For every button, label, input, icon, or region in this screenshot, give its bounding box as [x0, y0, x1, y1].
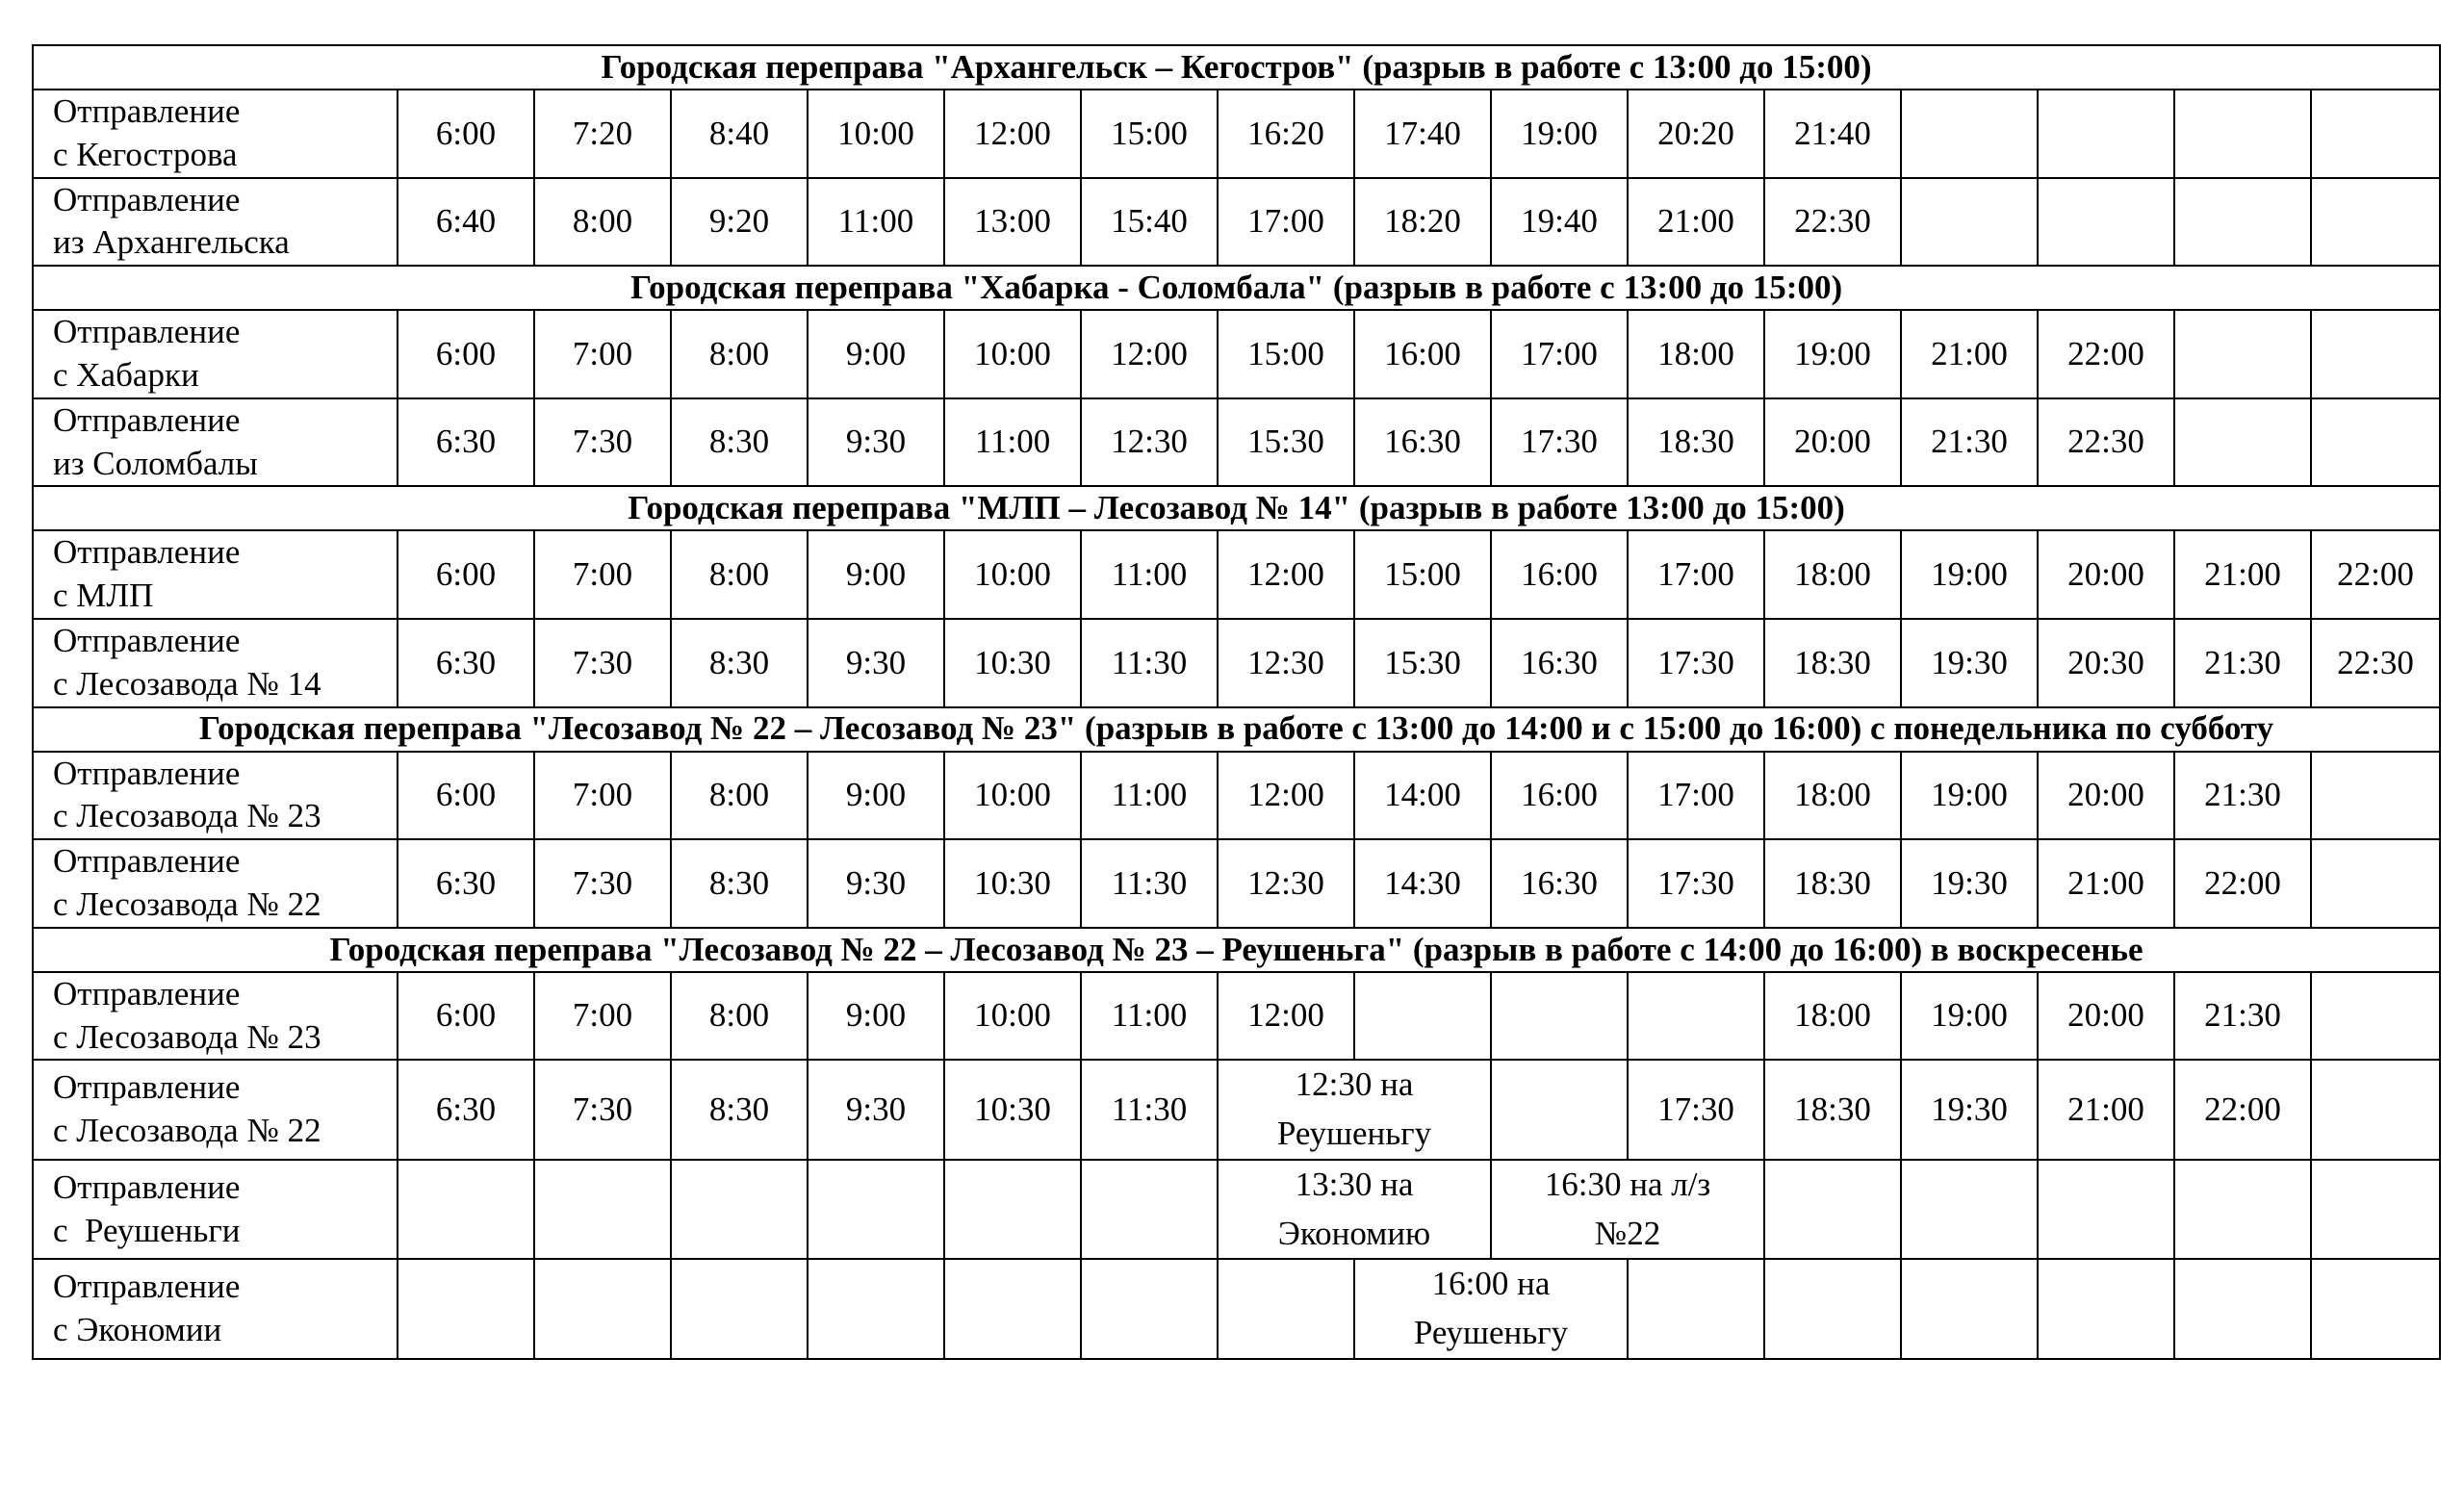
empty-cell [2038, 90, 2174, 178]
departure-label-line2: с Реушеньги [53, 1211, 241, 1249]
departure-time: 10:00 [944, 310, 1081, 398]
departure-time: 15:00 [1218, 310, 1354, 398]
departure-time: 17:30 [1628, 839, 1764, 928]
departure-label-line1: Отправление [53, 621, 241, 659]
departure-label-line2: из Соломбалы [53, 444, 258, 482]
empty-cell [1901, 1259, 2038, 1359]
departure-time: 17:00 [1628, 752, 1764, 840]
empty-cell [2311, 752, 2440, 840]
departure-time: 9:30 [808, 398, 944, 487]
departure-time: 9:30 [808, 1060, 944, 1160]
departure-time: 16:00 [1354, 310, 1491, 398]
departure-label [33, 839, 398, 928]
departure-time: 8:30 [671, 398, 808, 487]
departure-time: 9:20 [671, 178, 808, 267]
empty-cell [671, 1259, 808, 1359]
route-note-line2: Реушеньгу [1413, 1314, 1569, 1352]
empty-cell [2311, 839, 2440, 928]
empty-cell [2174, 398, 2311, 487]
departure-label-line1: Отправление [53, 92, 241, 130]
departure-time: 6:30 [398, 619, 534, 707]
departure-time: 10:00 [944, 972, 1081, 1061]
departure-time: 21:00 [2174, 530, 2311, 619]
departure-time: 20:00 [2038, 752, 2174, 840]
departure-time: 7:30 [534, 619, 671, 707]
empty-cell [2311, 1160, 2440, 1260]
departure-time: 18:00 [1764, 972, 1901, 1061]
route-note-line1: 12:30 на [1295, 1065, 1414, 1104]
empty-cell [944, 1259, 1081, 1359]
departure-label-line1: Отправление [53, 754, 241, 792]
departure-label-line1: Отправление [53, 974, 241, 1012]
departure-time: 15:00 [1354, 530, 1491, 619]
departure-time: 17:00 [1491, 310, 1628, 398]
departure-label-line2: с Лесозавода № 14 [53, 664, 321, 703]
departure-time: 16:30 [1354, 398, 1491, 487]
empty-cell [2311, 1060, 2440, 1160]
section-title: Городская переправа "Архангельск – Кегостров" (разрыв в работе с 13:00 до 15:00) [33, 45, 2440, 90]
empty-cell [2174, 1160, 2311, 1260]
departure-time: 19:00 [1901, 530, 2038, 619]
schedule-row [33, 310, 2440, 398]
section-header-row [33, 707, 2440, 752]
schedule-row [33, 1259, 2440, 1359]
departure-time: 7:00 [534, 972, 671, 1061]
ferry-schedule-table [32, 44, 2441, 1360]
departure-time: 8:30 [671, 1060, 808, 1160]
departure-time: 20:00 [2038, 530, 2174, 619]
departure-time: 19:00 [1901, 752, 2038, 840]
schedule-row [33, 1060, 2440, 1160]
departure-time: 22:00 [2038, 310, 2174, 398]
departure-time: 19:40 [1491, 178, 1628, 267]
departure-label-line2: с Экономии [53, 1311, 222, 1349]
departure-time: 15:30 [1218, 398, 1354, 487]
departure-time: 18:30 [1764, 1060, 1901, 1160]
departure-label-line2: с Хабарки [53, 355, 199, 394]
empty-cell [2311, 90, 2440, 178]
section-header-row [33, 486, 2440, 530]
departure-time: 15:30 [1354, 619, 1491, 707]
departure-time: 8:00 [534, 178, 671, 267]
empty-cell [2174, 178, 2311, 267]
section-header-row [33, 266, 2440, 310]
departure-time: 11:30 [1081, 839, 1218, 928]
departure-time: 17:00 [1628, 530, 1764, 619]
departure-time: 16:00 [1491, 530, 1628, 619]
departure-time: 12:30 [1218, 839, 1354, 928]
section-header-row [33, 928, 2440, 972]
departure-time: 7:30 [534, 839, 671, 928]
departure-time: 6:30 [398, 839, 534, 928]
departure-time: 6:00 [398, 530, 534, 619]
route-note [1218, 1060, 1491, 1160]
departure-time: 16:30 [1491, 839, 1628, 928]
empty-cell [944, 1160, 1081, 1260]
departure-time: 7:00 [534, 752, 671, 840]
departure-time: 18:30 [1628, 398, 1764, 487]
departure-time: 8:30 [671, 619, 808, 707]
section-title: Городская переправа "Лесозавод № 22 – Лесозавод № 23" (разрыв в работе с 13:00 до 14:00 и с 15:00 до 16:00) с понедельника по субботу [33, 707, 2440, 752]
departure-time: 10:30 [944, 619, 1081, 707]
empty-cell [1628, 1259, 1764, 1359]
departure-time: 7:00 [534, 530, 671, 619]
departure-label [33, 310, 398, 398]
schedule-row [33, 619, 2440, 707]
departure-time: 12:30 [1218, 619, 1354, 707]
empty-cell [1354, 972, 1491, 1061]
departure-time: 21:00 [1628, 178, 1764, 267]
section-header-row [33, 45, 2440, 90]
schedule-row [33, 398, 2440, 487]
departure-time: 8:00 [671, 310, 808, 398]
empty-cell [1764, 1160, 1901, 1260]
departure-time: 12:00 [1218, 530, 1354, 619]
departure-time: 8:40 [671, 90, 808, 178]
departure-time: 6:40 [398, 178, 534, 267]
departure-time: 7:30 [534, 398, 671, 487]
departure-time: 22:30 [2311, 619, 2440, 707]
departure-time: 10:00 [944, 530, 1081, 619]
departure-time: 17:40 [1354, 90, 1491, 178]
departure-label-line1: Отправление [53, 1068, 241, 1107]
route-note [1218, 1160, 1491, 1260]
empty-cell [1081, 1160, 1218, 1260]
empty-cell [671, 1160, 808, 1260]
departure-time: 9:00 [808, 310, 944, 398]
departure-label-line1: Отправление [53, 533, 241, 572]
departure-label-line1: Отправление [53, 313, 241, 351]
route-note-line1: 13:30 на [1295, 1165, 1414, 1203]
departure-time: 16:20 [1218, 90, 1354, 178]
departure-time: 6:00 [398, 752, 534, 840]
departure-time: 19:30 [1901, 839, 2038, 928]
departure-label-line2: с МЛП [53, 577, 154, 615]
departure-time: 18:30 [1764, 839, 1901, 928]
departure-time: 20:30 [2038, 619, 2174, 707]
empty-cell [2174, 310, 2311, 398]
departure-time: 12:00 [1081, 310, 1218, 398]
departure-time: 16:30 [1491, 619, 1628, 707]
schedule-row [33, 1160, 2440, 1260]
departure-time: 11:00 [808, 178, 944, 267]
route-note-line2: №22 [1594, 1214, 1661, 1252]
departure-label-line1: Отправление [53, 180, 241, 218]
departure-time: 8:30 [671, 839, 808, 928]
departure-label [33, 530, 398, 619]
departure-time: 9:30 [808, 839, 944, 928]
departure-time: 12:00 [1218, 752, 1354, 840]
departure-time: 15:40 [1081, 178, 1218, 267]
departure-time: 6:30 [398, 1060, 534, 1160]
departure-time: 11:00 [1081, 530, 1218, 619]
departure-time: 17:30 [1628, 1060, 1764, 1160]
route-note-line2: Реушеньгу [1276, 1115, 1432, 1153]
departure-label [33, 1060, 398, 1160]
departure-time: 10:00 [808, 90, 944, 178]
departure-time: 14:30 [1354, 839, 1491, 928]
empty-cell [2038, 1259, 2174, 1359]
departure-time: 17:00 [1218, 178, 1354, 267]
empty-cell [2174, 1259, 2311, 1359]
departure-time: 7:30 [534, 1060, 671, 1160]
departure-time: 18:00 [1764, 752, 1901, 840]
departure-time: 15:00 [1081, 90, 1218, 178]
departure-time: 22:00 [2174, 1060, 2311, 1160]
departure-label [33, 1259, 398, 1359]
departure-time: 21:00 [2038, 839, 2174, 928]
departure-time: 22:00 [2311, 530, 2440, 619]
departure-time: 18:30 [1764, 619, 1901, 707]
departure-time: 7:20 [534, 90, 671, 178]
departure-time: 19:30 [1901, 619, 2038, 707]
schedule-row [33, 752, 2440, 840]
departure-time: 10:30 [944, 839, 1081, 928]
departure-time: 6:00 [398, 972, 534, 1061]
departure-time: 10:00 [944, 752, 1081, 840]
section-title: Городская переправа "МЛП – Лесозавод № 14" (разрыв в работе 13:00 до 15:00) [33, 486, 2440, 530]
empty-cell [2311, 178, 2440, 267]
departure-time: 9:30 [808, 619, 944, 707]
schedule-row [33, 530, 2440, 619]
departure-time: 20:00 [1764, 398, 1901, 487]
schedule-row [33, 972, 2440, 1061]
departure-label-line1: Отправление [53, 400, 241, 439]
departure-label [33, 90, 398, 178]
departure-label [33, 752, 398, 840]
empty-cell [2038, 178, 2174, 267]
departure-time: 21:00 [1901, 310, 2038, 398]
departure-time: 21:30 [2174, 619, 2311, 707]
departure-label [33, 178, 398, 267]
empty-cell [2311, 972, 2440, 1061]
empty-cell [2174, 90, 2311, 178]
departure-label-line1: Отправление [53, 1268, 241, 1306]
departure-time: 14:00 [1354, 752, 1491, 840]
schedule-row [33, 90, 2440, 178]
route-note-line1: 16:00 на [1431, 1265, 1551, 1303]
departure-label-line2: с Лесозавода № 22 [53, 1112, 321, 1150]
departure-time: 18:00 [1764, 530, 1901, 619]
departure-time: 12:30 [1081, 398, 1218, 487]
route-note [1491, 1160, 1764, 1260]
departure-time: 11:00 [944, 398, 1081, 487]
empty-cell [808, 1259, 944, 1359]
departure-time: 7:00 [534, 310, 671, 398]
departure-label [33, 972, 398, 1061]
departure-time: 11:30 [1081, 1060, 1218, 1160]
departure-time: 12:00 [1218, 972, 1354, 1061]
departure-time: 21:00 [2038, 1060, 2174, 1160]
departure-time: 20:20 [1628, 90, 1764, 178]
route-note-line1: 16:30 на л/з [1544, 1165, 1711, 1203]
departure-time: 6:00 [398, 310, 534, 398]
departure-time: 9:00 [808, 530, 944, 619]
empty-cell [1901, 178, 2038, 267]
departure-label-line2: с Лесозавода № 23 [53, 797, 321, 835]
departure-time: 9:00 [808, 972, 944, 1061]
section-title: Городская переправа "Хабарка - Соломбала" (разрыв в работе с 13:00 до 15:00) [33, 266, 2440, 310]
departure-time: 17:30 [1491, 398, 1628, 487]
departure-time: 12:00 [944, 90, 1081, 178]
empty-cell [1901, 90, 2038, 178]
departure-label-line2: с Кегострова [53, 135, 238, 173]
section-title: Городская переправа "Лесозавод № 22 – Лесозавод № 23 – Реушеньга" (разрыв в работе с 14:00 до 16:00) в воскресенье [33, 928, 2440, 972]
departure-time: 21:40 [1764, 90, 1901, 178]
departure-time: 8:00 [671, 752, 808, 840]
departure-time: 8:00 [671, 972, 808, 1061]
empty-cell [1218, 1259, 1354, 1359]
departure-time: 21:30 [2174, 752, 2311, 840]
departure-time: 11:30 [1081, 619, 1218, 707]
departure-time: 21:30 [1901, 398, 2038, 487]
departure-time: 22:30 [2038, 398, 2174, 487]
empty-cell [398, 1259, 534, 1359]
departure-time: 10:30 [944, 1060, 1081, 1160]
departure-time: 20:00 [2038, 972, 2174, 1061]
departure-time: 22:30 [1764, 178, 1901, 267]
departure-label-line2: с Лесозавода № 22 [53, 884, 321, 923]
empty-cell [2038, 1160, 2174, 1260]
departure-time: 18:20 [1354, 178, 1491, 267]
departure-time: 22:00 [2174, 839, 2311, 928]
departure-time: 19:00 [1764, 310, 1901, 398]
departure-label-line1: Отправление [53, 842, 241, 881]
route-note-line2: Экономию [1277, 1214, 1431, 1252]
empty-cell [1628, 972, 1764, 1061]
departure-time: 11:00 [1081, 972, 1218, 1061]
departure-time: 6:30 [398, 398, 534, 487]
departure-time: 21:30 [2174, 972, 2311, 1061]
departure-time: 13:00 [944, 178, 1081, 267]
departure-label [33, 619, 398, 707]
departure-time: 18:00 [1628, 310, 1764, 398]
empty-cell [2311, 310, 2440, 398]
departure-time: 9:00 [808, 752, 944, 840]
empty-cell [2311, 1259, 2440, 1359]
empty-cell [534, 1160, 671, 1260]
schedule-row [33, 178, 2440, 267]
empty-cell [398, 1160, 534, 1260]
route-note [1354, 1259, 1628, 1359]
departure-time: 11:00 [1081, 752, 1218, 840]
departure-label-line2: с Лесозавода № 23 [53, 1017, 321, 1056]
empty-cell [1901, 1160, 2038, 1260]
empty-cell [1764, 1259, 1901, 1359]
departure-label [33, 398, 398, 487]
empty-cell [1491, 972, 1628, 1061]
departure-time: 16:00 [1491, 752, 1628, 840]
empty-cell [1491, 1060, 1628, 1160]
schedule-row [33, 839, 2440, 928]
schedule-document [32, 44, 2439, 1360]
departure-time: 6:00 [398, 90, 534, 178]
empty-cell [808, 1160, 944, 1260]
departure-time: 8:00 [671, 530, 808, 619]
departure-time: 19:00 [1491, 90, 1628, 178]
departure-time: 17:30 [1628, 619, 1764, 707]
departure-label-line2: из Архангельска [53, 223, 290, 262]
departure-time: 19:30 [1901, 1060, 2038, 1160]
departure-label [33, 1160, 398, 1260]
empty-cell [1081, 1259, 1218, 1359]
departure-label-line1: Отправление [53, 1167, 241, 1206]
empty-cell [534, 1259, 671, 1359]
departure-time: 19:00 [1901, 972, 2038, 1061]
empty-cell [2311, 398, 2440, 487]
schedule-body [33, 45, 2440, 1359]
